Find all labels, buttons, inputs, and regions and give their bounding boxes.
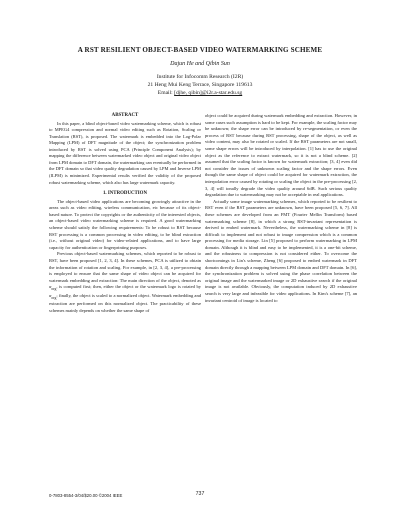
alpha-symbol: α [49,292,52,298]
alpha-symbol: α [49,284,52,290]
affiliation-institute: Institute for Infocomm Research (I2R) [156,74,244,80]
introduction-heading: 1. INTRODUCTION [102,191,148,197]
abstract-text: In this paper, a blind object-based video watermarking scheme, which is robust to MPEG4 compression and normal video editing such as Rotation, Scaling or Translation (RST), is proposed. The watermark is embedded into the Log-Polar Mapping (LPM) of DFT magnitude of the object; the synchronization problem introduced by RST is solved using PCA (Principle Component Analysis); by mapping the difference between watermarked video object and original video object from LPM domain to DFT domain, the watermarking can eventually be performed in the DFT domain so that video quality degradation caused by LPM and Inverse LPM (ILPM) is minimized. Experimental results verified the validity of the proposed robust watermarking scheme, which also has large watermark capacity. [49,120,201,185]
alpha-subscript: org [51,287,57,292]
alpha-subscript: org [51,295,57,300]
affiliation-address: 21 Heng Mui Keng Terrace, Singapore 119613 [147,82,253,88]
intro-p2-part-b: , is computed first; then, either the object or the watermark logo is rotated by [56,284,201,290]
right-column [205,113,357,304]
intro-p2-part-a: Previous object-based watermarking schemes, which reported to be robust to RST, have been proposed [1, 2, 3, 4]. In these schemes, PCA is utilized to obtain the information of rotation and scaling. For example, in [2, 3, 4], a pre-processing is employed to ensure that the same shape of video object can be acquired for watermark embedding and extraction: The main direction of the object, denoted as [49,251,201,283]
right-paragraph-1: object could be acquired during watermark embedding and extraction. However, in some cases such assumption is hard to be kept. For example, the scaling factor may be unknown; the shape error can be introduced by re-segmentation, or even the process of RST because during RST processing, shape of the object, as well as video content, may also be rotated or scaled. If the RST parameters are not small, some shape errors will be introduced by interpolation. [1] has to use the original object as the reference to extract watermark, so it is not a blind scheme. [2] assumed that the scaling factor is known for watermark extraction; [3, 4] even did not consider the issues of unknown scaling factor and the shape errors. Even though the same shape of object could be acquired for watermark extraction, the interpolation error caused by rotating or scaling the object in the pre-processing [2, 3, 4] will tonally degrade the video quality around 6dB. Such serious quality degradation due to watermarking may not be acceptable in real applications. [205,113,357,198]
paper-title: A RST RESILIENT OBJECT-BASED VIDEO WATERMARKING SCHEME [77,46,323,54]
affiliation-block [0,73,400,97]
affiliation-email-line [0,89,400,97]
email-label: Email: [157,90,173,96]
abstract-heading: ABSTRACT [111,113,139,118]
email-link[interactable]: [djhe, qibin]@i2r.a-star.edu.sg [174,90,243,96]
page-number: 737 [195,491,205,497]
left-column [49,113,201,315]
introduction-paragraph-2 [49,251,201,314]
intro-p2-part-c: ; finally, the object is scaled to a normalized object. Watermark embedding and extraction are performed on this normalized object. The practicability of these schemes mainly depends on whether the same shape of [49,292,201,313]
paper-authors: Dajun He and Qibin Sun [170,61,230,67]
footer-isbn: 0-7803-8554-3/04/$20.00 ©2004 IEEE [49,493,123,498]
introduction-paragraph-1: The object-based video applications are becoming growingly attractive in the areas such as video editing, wireless communication, etc because of its object-based nature. To protect the copyrights or the authenticity of the interested objects, an object-based video watermarking scheme is required. A good watermarking scheme should satisfy the following requirements: To be robust to RST because RST processing is a common processing in video editing, to be blind extraction (i.e., without original video) for video-related applications, and to have large capacity for authentication or fingerprinting purposes. [49,198,201,250]
right-paragraph-2: Actually some image watermarking schemes, which reported to be resilient to RST even if the RST parameters are unknown, have been proposed [5, 6, 7]. All these schemes are developed from an FMT (Fourier Mellin Transform) based watermarking scheme [8], in which a strong RST-invariant representation is derived to embed watermark. Nevertheless, the watermarking scheme in [8] is difficult to implement and not robust to image compression which is a common processing for media storage. Lin [5] proposed to perform watermarking in LPM domain. Although it is blind and easy to be implemented, it is a one-bit scheme, and the robustness to compression is not considered either. To overcome the shortcomings in Lin's scheme, Zheng [6] proposed to embed watermark in DFT domain directly through a mapping between LPM domain and DFT domain. In [6], the synchronization problem is solved using the phase correlation between the original image and the watermarked image or 2D exhaustive search if the original image is not available. Obviously, the computation induced by 2D exhaustive search is very large and infeasible for video applications. In Kim's scheme [7], an invariant centroid of image is located to [205,198,357,303]
